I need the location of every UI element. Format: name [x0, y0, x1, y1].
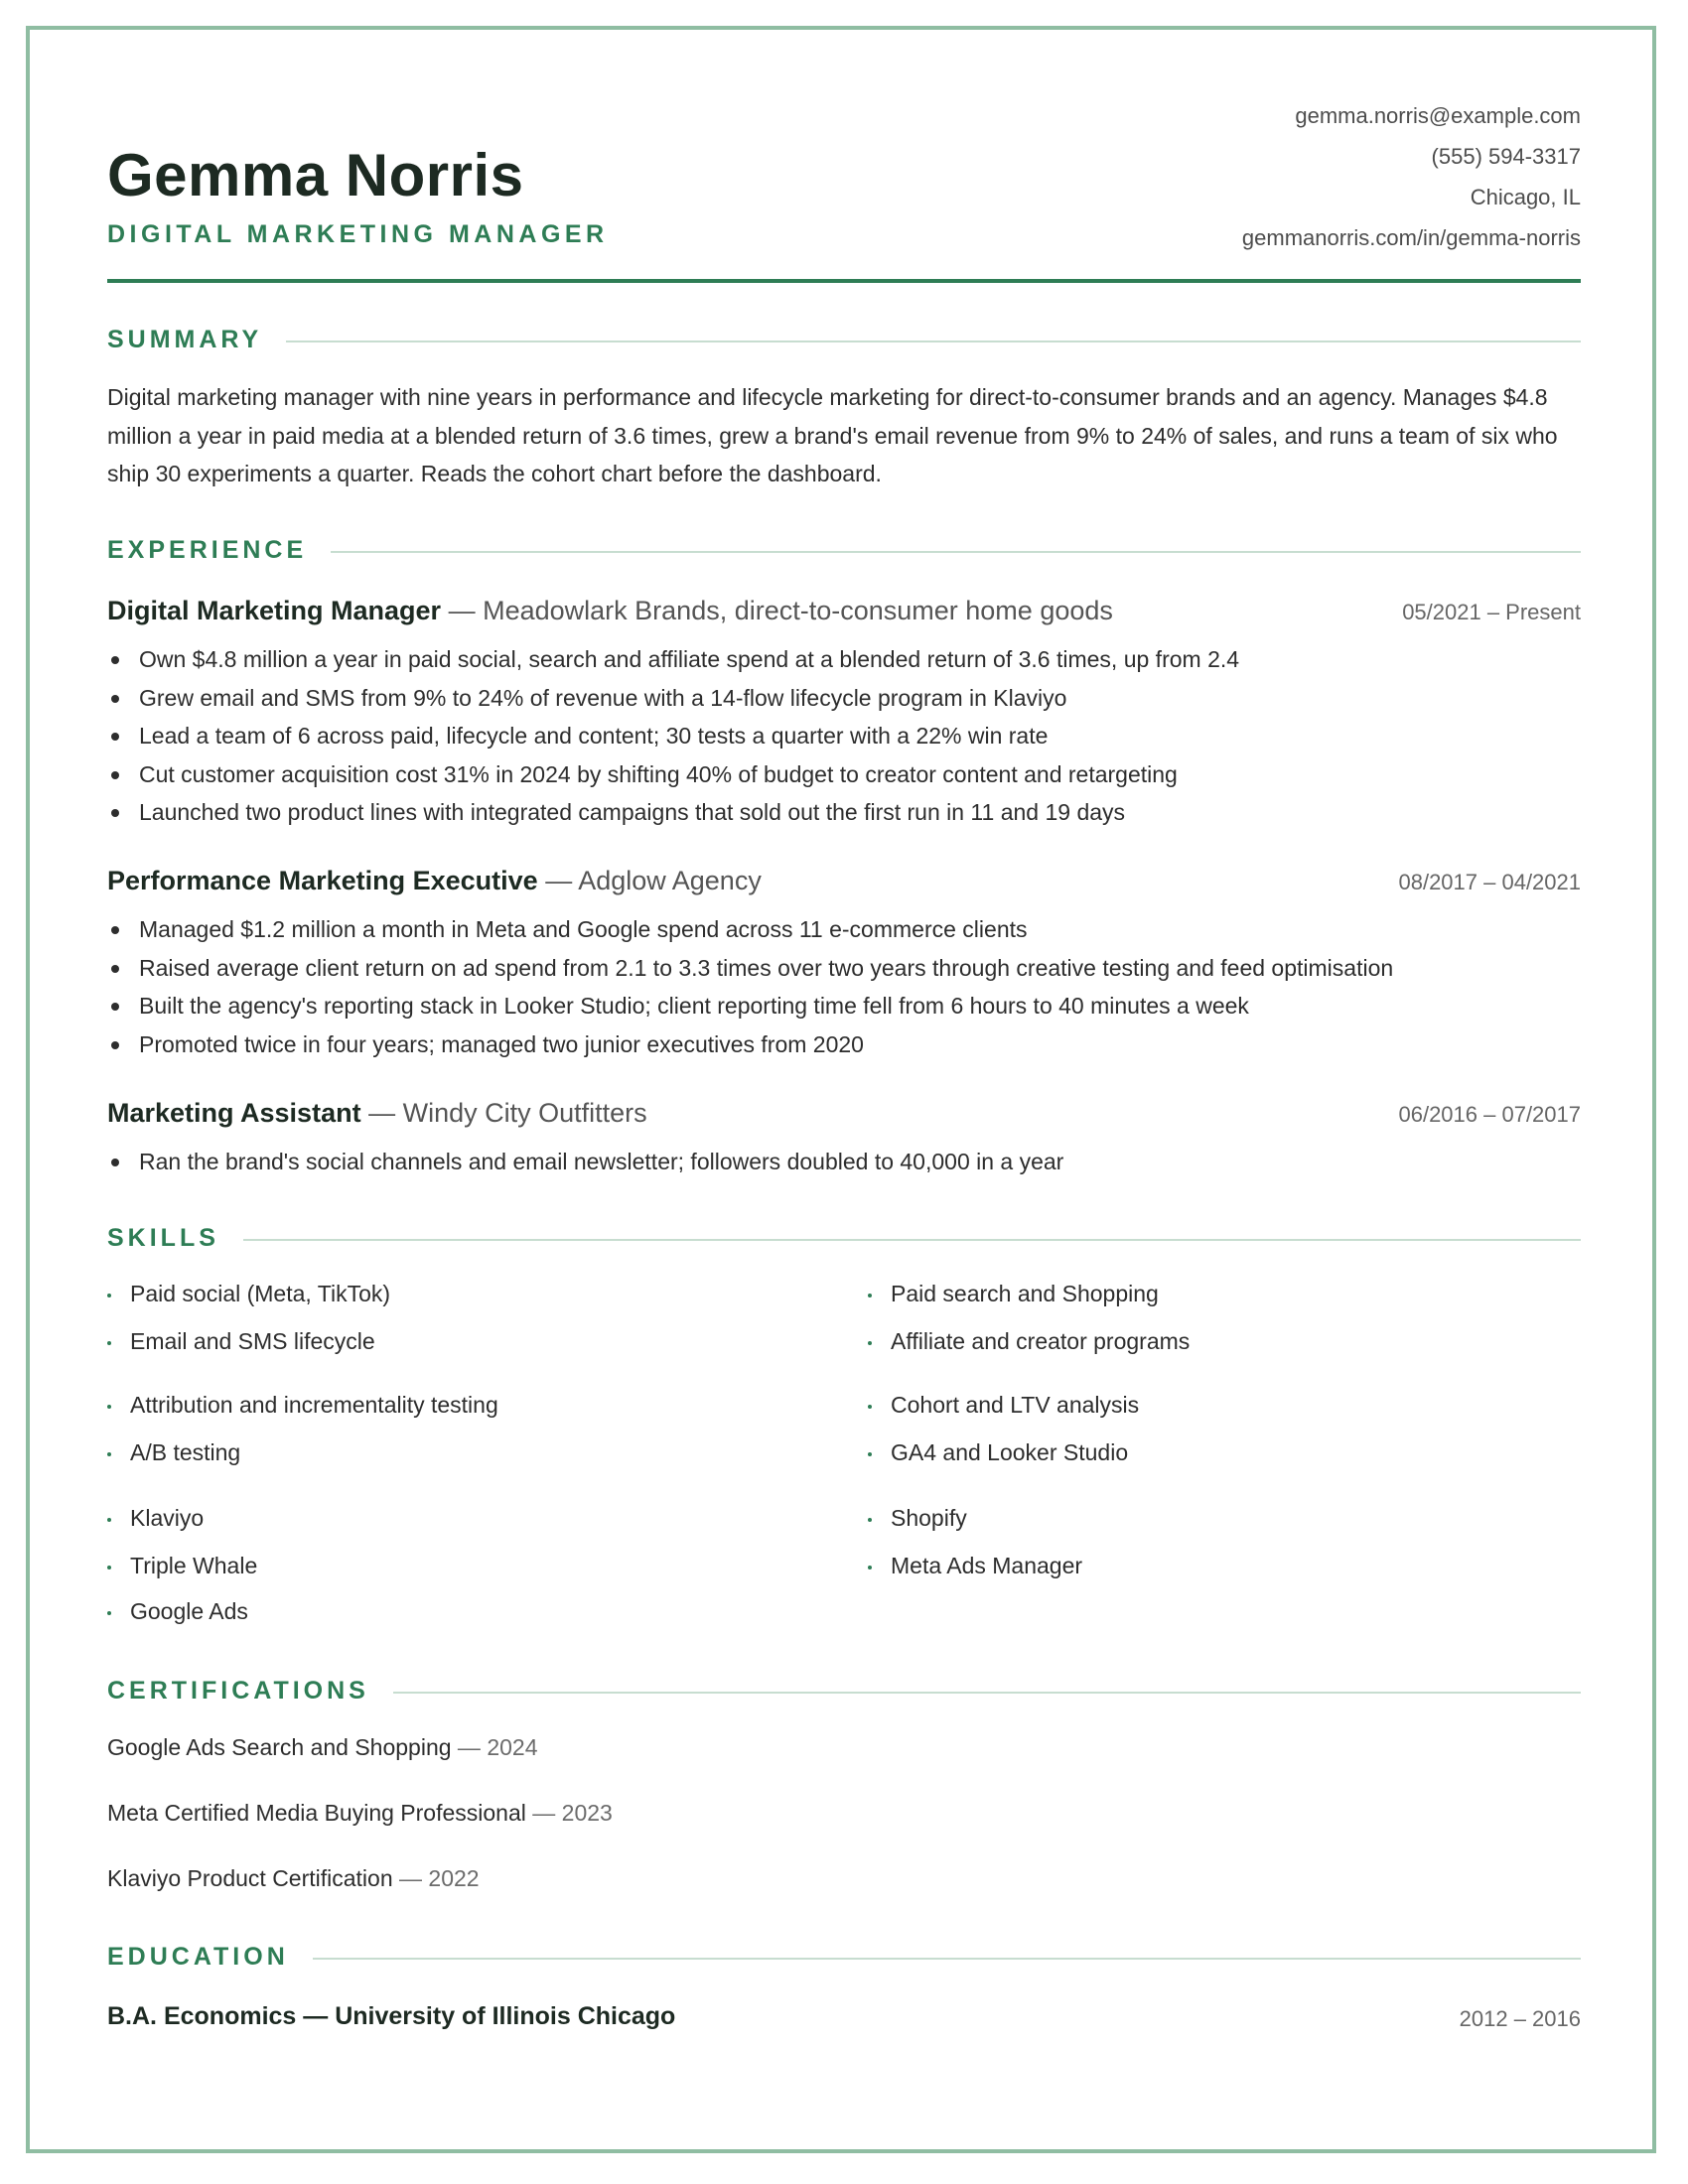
contact-email[interactable]: gemma.norris@example.com	[1295, 103, 1581, 128]
job-bullet-list	[107, 640, 1581, 832]
job-entry-header	[107, 1098, 1581, 1132]
section-header-certifications	[107, 1677, 1581, 1706]
bullet-dot-icon	[868, 1341, 872, 1345]
section-title-education: EDUCATION	[107, 1943, 313, 1972]
section-header-summary	[107, 326, 1581, 355]
job-separator: —	[360, 1098, 403, 1128]
bullet-dot-icon	[107, 1518, 111, 1522]
contact-website[interactable]: gemmanorris.com/in/gemma-norris	[1241, 225, 1581, 250]
section-header-skills	[107, 1224, 1581, 1254]
bullet-dot-icon	[107, 1294, 111, 1297]
skill-item: Attribution and incrementality testing	[107, 1392, 498, 1419]
bullet-dot-icon	[107, 1341, 111, 1345]
contact-location: Chicago, IL	[1470, 185, 1581, 209]
contact-block	[1242, 95, 1581, 258]
job-bullet: Raised average client return on ad spend from 2.1 to 3.3 times over two years through creative testing and feed optimisation	[107, 949, 1581, 988]
job-separator: —	[537, 866, 579, 895]
skill-item: Google Ads	[107, 1598, 248, 1625]
job-bullet: Ran the brand's social channels and email newsletter; followers doubled to 40,000 in a year	[107, 1143, 1581, 1181]
contact-phone: (555) 594-3317	[1431, 144, 1581, 169]
skill-item: Cohort and LTV analysis	[868, 1392, 1139, 1419]
skill-item: Klaviyo	[107, 1505, 204, 1532]
job-separator: —	[441, 596, 484, 625]
job-bullet: Grew email and SMS from 9% to 24% of revenue with a 14-flow lifecycle program in Klaviyo	[107, 679, 1581, 718]
job-entry-header	[107, 866, 1581, 899]
bullet-dot-icon	[868, 1294, 872, 1297]
section-title-certifications: CERTIFICATIONS	[107, 1677, 393, 1706]
skill-item: Paid search and Shopping	[868, 1281, 1159, 1307]
certification-item: Meta Certified Media Buying Professional — 2023	[107, 1800, 613, 1826]
job-bullet: Lead a team of 6 across paid, lifecycle and content; 30 tests a quarter with a 22% win rate	[107, 717, 1581, 755]
section-divider	[107, 1958, 1581, 1960]
bullet-dot-icon	[107, 1566, 111, 1570]
job-title: DIGITAL MARKETING MANAGER	[107, 220, 609, 248]
job-bullet: Promoted twice in four years; managed two junior executives from 2020	[107, 1025, 1581, 1064]
job-bullet-list	[107, 1143, 1581, 1181]
bullet-dot-icon	[107, 1611, 111, 1615]
skill-item: Email and SMS lifecycle	[107, 1328, 375, 1355]
certification-item: Google Ads Search and Shopping — 2024	[107, 1734, 538, 1760]
bullet-dot-icon	[868, 1452, 872, 1456]
summary-text: Digital marketing manager with nine years in performance and lifecycle marketing for direct-to-consumer brands and an agency. Manages $4.8 million a year in paid media at a blended return of 3.6 times, grew a brand's email revenue from 9% to 24% of sales, and runs a team of six who ship 30 experiments a quarter. Reads the cohort chart before the dashboard.	[107, 384, 1558, 486]
job-company: Meadowlark Brands, direct-to-consumer home goods	[483, 596, 1113, 625]
job-dates: 05/2021 – Present	[1402, 600, 1581, 624]
skill-item: Shopify	[868, 1505, 967, 1532]
bullet-dot-icon	[107, 1405, 111, 1409]
bullet-dot-icon	[868, 1566, 872, 1570]
header-divider	[107, 279, 1581, 283]
skill-item: Affiliate and creator programs	[868, 1328, 1190, 1355]
skill-item: Paid social (Meta, TikTok)	[107, 1281, 390, 1307]
section-divider	[107, 1239, 1581, 1241]
job-bullet: Cut customer acquisition cost 31% in 2024 by shifting 40% of budget to creator content and retargeting	[107, 755, 1581, 794]
section-title-summary: SUMMARY	[107, 326, 286, 354]
job-bullet: Built the agency's reporting stack in Looker Studio; client reporting time fell from 6 hours to 40 minutes a week	[107, 987, 1581, 1025]
job-dates: 06/2016 – 07/2017	[1398, 1102, 1581, 1127]
job-entry-header	[107, 596, 1581, 629]
section-header-experience	[107, 536, 1581, 566]
skill-item: Triple Whale	[107, 1553, 257, 1579]
job-role: Performance Marketing Executive	[107, 866, 538, 895]
job-role: Digital Marketing Manager	[107, 596, 442, 625]
bullet-dot-icon	[868, 1405, 872, 1409]
section-divider	[107, 341, 1581, 342]
job-company: Windy City Outfitters	[402, 1098, 647, 1128]
section-header-education	[107, 1943, 1581, 1973]
education-degree: B.A. Economics — University of Illinois Chicago	[107, 2002, 676, 2030]
certification-item: Klaviyo Product Certification — 2022	[107, 1865, 480, 1891]
job-bullet-list	[107, 910, 1581, 1063]
skill-item: A/B testing	[107, 1439, 240, 1466]
bullet-dot-icon	[868, 1518, 872, 1522]
job-bullet: Own $4.8 million a year in paid social, search and affiliate spend at a blended return of 3.6 times, up from 2.4	[107, 640, 1581, 679]
candidate-name: Gemma Norris	[107, 142, 524, 208]
job-bullet: Managed $1.2 million a month in Meta and Google spend across 11 e-commerce clients	[107, 910, 1581, 949]
skill-item: Meta Ads Manager	[868, 1553, 1082, 1579]
education-dates: 2012 – 2016	[1459, 2006, 1581, 2031]
skill-item: GA4 and Looker Studio	[868, 1439, 1128, 1466]
job-role: Marketing Assistant	[107, 1098, 361, 1128]
job-dates: 08/2017 – 04/2021	[1398, 870, 1581, 894]
section-title-skills: SKILLS	[107, 1224, 243, 1253]
section-title-experience: EXPERIENCE	[107, 536, 331, 565]
job-company: Adglow Agency	[578, 866, 762, 895]
bullet-dot-icon	[107, 1452, 111, 1456]
job-bullet: Launched two product lines with integrated campaigns that sold out the first run in 11 and 19 days	[107, 793, 1581, 832]
